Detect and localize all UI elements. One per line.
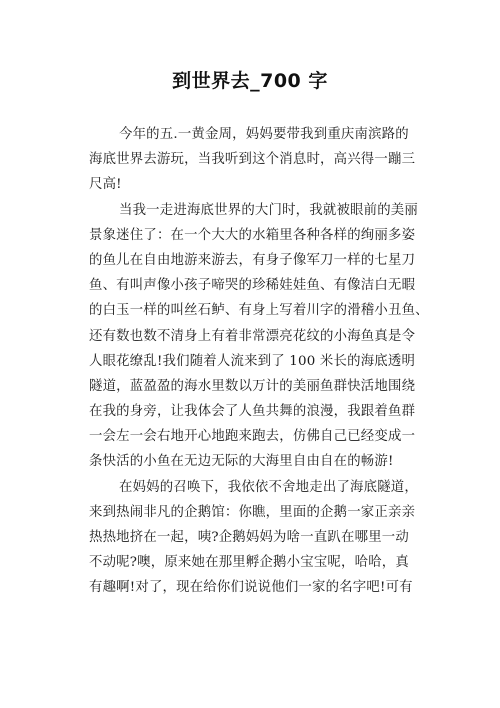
text-line: 的白玉一样的叫丝石鲈、有身上写着川字的滑稽小丑鱼、 bbox=[89, 303, 429, 319]
text-line: 一会左一会右地开心地跑来跑去，仿佛自己已经变成一 bbox=[89, 429, 416, 445]
text-line: 景象迷住了：在一个大大的水箱里各种各样的绚丽多姿 bbox=[89, 227, 416, 243]
text-line: 人眼花缭乱!我们随着人流来到了 100 米长的海底透明 bbox=[89, 353, 416, 369]
text-line: 来到热闹非凡的企鹅馆：你瞧，里面的企鹅一家正亲亲 bbox=[89, 504, 416, 520]
text-line: 当我一走进海底世界的大门时，我就被眼前的美丽 bbox=[119, 202, 418, 218]
text-line: 的鱼儿在自由地游来游去，有身子像军刀一样的七星刀 bbox=[89, 252, 416, 268]
text-line: 海底世界去游玩，当我听到这个消息时，高兴得一蹦三 bbox=[89, 152, 416, 168]
text-line: 在妈妈的召唤下，我依依不舍地走出了海底隧道， bbox=[119, 479, 418, 495]
text-line: 在我的身旁，让我体会了人鱼共舞的浪漫，我跟着鱼群 bbox=[89, 404, 416, 420]
article-body bbox=[89, 122, 429, 601]
page-title: 到世界去_700 字 bbox=[172, 70, 328, 92]
text-line: 鱼、有叫声像小孩子啼哭的珍稀娃娃鱼、有像洁白无暇 bbox=[89, 278, 416, 294]
text-line: 条快活的小鱼在无边无际的大海里自由自在的畅游! bbox=[89, 454, 394, 470]
text-line: 隧道，蓝盈盈的海水里数以万计的美丽鱼群快活地围绕 bbox=[89, 378, 416, 394]
text-line: 不动呢?噢，原来她在那里孵企鹅小宝宝呢，哈哈，真 bbox=[89, 555, 409, 571]
text-line: 热热地挤在一起，咦?企鹅妈妈为啥一直趴在哪里一动 bbox=[89, 530, 409, 545]
text-line: 还有数也数不清身上有着非常漂亮花纹的小海鱼真是令 bbox=[89, 328, 416, 344]
text-line: 今年的五.一黄金周，妈妈要带我到重庆南滨路的 bbox=[119, 127, 409, 142]
text-line: 有趣啊!对了，现在给你们说说他们一家的名字吧!可有 bbox=[89, 580, 413, 596]
text-line: 尺高! bbox=[89, 177, 122, 193]
